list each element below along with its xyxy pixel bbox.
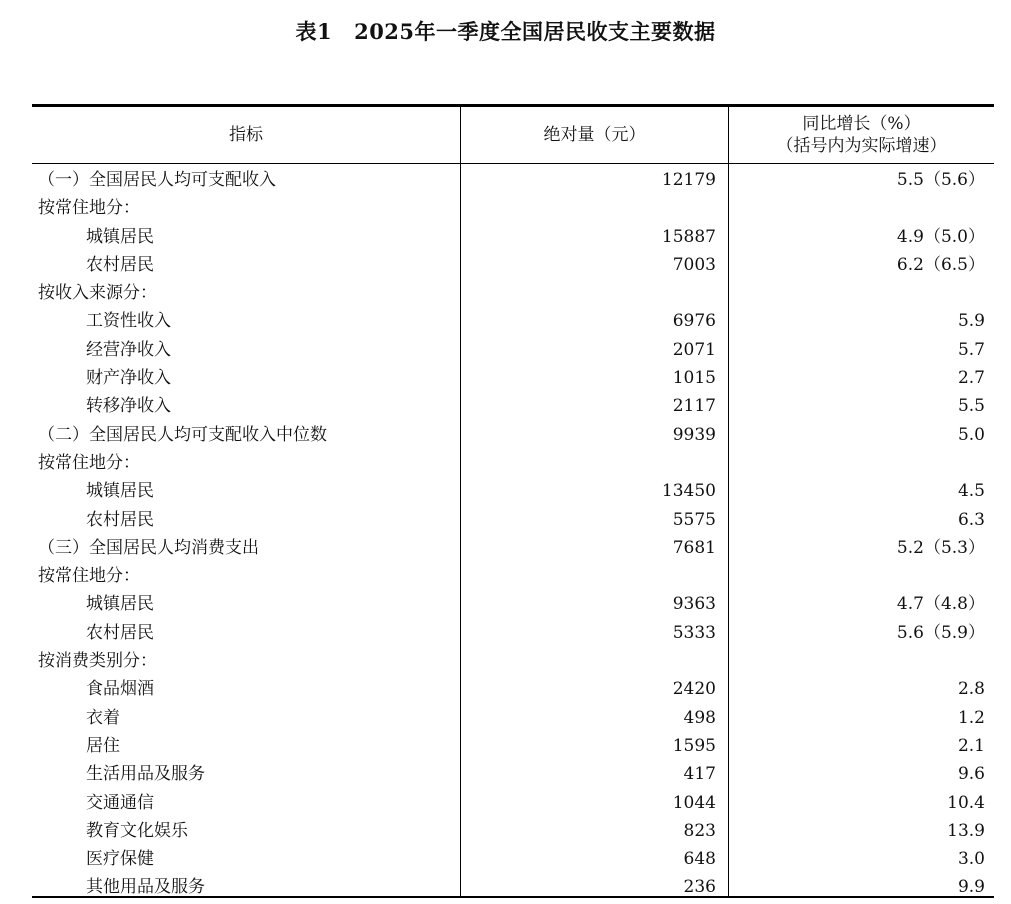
table-row: [32, 421, 994, 449]
row-value: 236: [683, 877, 716, 898]
row-label: 食品烟酒: [86, 679, 154, 700]
header-indicator: [32, 107, 460, 163]
row-growth: 4.9（5.0）: [896, 226, 985, 247]
row-growth: 10.4: [947, 792, 985, 813]
header-absolute-value-label: 绝对量（元）: [543, 125, 646, 145]
row-value: 498: [683, 707, 716, 728]
header-rule: [32, 163, 994, 164]
row-value: 5575: [672, 509, 716, 530]
row-label: 按收入来源分：: [38, 283, 157, 304]
row-value: 2071: [672, 339, 716, 360]
table-row: [32, 279, 994, 307]
row-value: 7681: [672, 537, 716, 558]
row-growth: 13.9: [947, 820, 985, 841]
row-value: 5333: [672, 622, 716, 643]
row-value: 1044: [672, 792, 716, 813]
row-label: （二）全国居民人均可支配收入中位数: [38, 424, 327, 445]
table-row: [32, 364, 994, 392]
row-growth: 6.3: [957, 509, 985, 530]
row-growth: 5.5（5.6）: [896, 170, 985, 190]
row-label: 按常住地分：: [38, 198, 140, 219]
row-value: 13450: [661, 481, 716, 502]
row-growth: 5.9: [957, 311, 985, 332]
table-row: [32, 675, 994, 703]
row-label: 衣着: [86, 707, 120, 728]
row-label: 城镇居民: [86, 226, 154, 247]
row-growth: 2.7: [957, 368, 985, 389]
row-value: 7003: [672, 254, 716, 275]
table-title-text: 2025年一季度全国居民收支主要数据: [354, 19, 716, 44]
table-row: [32, 732, 994, 760]
row-value: 6976: [672, 311, 716, 332]
table-row: [32, 704, 994, 732]
table-row: [32, 449, 994, 477]
table-row: [32, 562, 994, 590]
header-growth-label: 同比增长（%）: [802, 114, 921, 134]
row-label: （一）全国居民人均可支配收入: [38, 170, 276, 190]
row-growth: 4.7（4.8）: [896, 594, 985, 615]
row-label: 按消费类别分：: [38, 651, 157, 672]
row-label: 经营净收入: [86, 339, 171, 360]
row-label: 教育文化娱乐: [86, 820, 188, 841]
row-label: 财产净收入: [86, 368, 171, 389]
row-label: 城镇居民: [86, 594, 154, 615]
table-row: [32, 392, 994, 420]
table-row: [32, 307, 994, 335]
row-growth: 9.9: [957, 877, 985, 898]
row-growth: 5.7: [957, 339, 985, 360]
row-value: 9939: [672, 424, 716, 445]
row-value: 823: [683, 820, 716, 841]
row-growth: 9.6: [957, 764, 985, 785]
table-body: [32, 166, 994, 902]
table-row: [32, 251, 994, 279]
table-row: [32, 166, 994, 194]
table-row: [32, 817, 994, 845]
row-growth: 2.8: [957, 679, 985, 700]
row-label: 农村居民: [86, 622, 154, 643]
table-row: [32, 336, 994, 364]
row-value: 417: [683, 764, 716, 785]
table-row: [32, 619, 994, 647]
table-row: [32, 223, 994, 251]
row-value: 2420: [672, 679, 716, 700]
row-label: 按常住地分：: [38, 566, 140, 587]
row-label: 转移净收入: [86, 396, 171, 417]
table-number: 表1: [295, 19, 333, 44]
row-growth: 5.5: [957, 396, 985, 417]
row-label: 交通通信: [86, 792, 154, 813]
row-growth: 1.2: [957, 707, 985, 728]
row-label: 其他用品及服务: [86, 877, 205, 898]
row-value: 2117: [672, 396, 716, 417]
table-row: [32, 506, 994, 534]
row-growth: 5.6（5.9）: [896, 622, 985, 643]
row-label: 生活用品及服务: [86, 764, 205, 785]
table-row: [32, 647, 994, 675]
row-label: 医疗保健: [86, 849, 154, 870]
data-table: [32, 104, 994, 898]
table-row: [32, 534, 994, 562]
row-label: 工资性收入: [86, 311, 171, 332]
table-row: [32, 590, 994, 618]
row-value: 1595: [672, 735, 716, 756]
row-value: 12179: [661, 170, 716, 190]
table-row: [32, 789, 994, 817]
row-value: 15887: [661, 226, 716, 247]
row-label: （三）全国居民人均消费支出: [38, 537, 259, 558]
row-growth: 4.5: [957, 481, 985, 502]
row-label: 居住: [86, 735, 120, 756]
table-row: [32, 194, 994, 222]
header-indicator-label: 指标: [229, 125, 263, 145]
row-label: 农村居民: [86, 254, 154, 275]
header-growth: [729, 107, 994, 163]
row-label: 农村居民: [86, 509, 154, 530]
table-row: [32, 845, 994, 873]
row-growth: 2.1: [957, 735, 985, 756]
row-growth: 6.2（6.5）: [896, 254, 985, 275]
header-absolute-value: [461, 107, 728, 163]
row-growth: 5.2（5.3）: [896, 537, 985, 558]
row-growth: 5.0: [957, 424, 985, 445]
row-label: 城镇居民: [86, 481, 154, 502]
row-label: 按常住地分：: [38, 452, 140, 473]
row-value: 648: [683, 849, 716, 870]
table-row: [32, 477, 994, 505]
row-value: 1015: [672, 368, 716, 389]
row-value: 9363: [672, 594, 716, 615]
table-row: [32, 873, 994, 901]
table-row: [32, 760, 994, 788]
row-growth: 3.0: [957, 849, 985, 870]
header-growth-note: （括号内为实际增速）: [776, 136, 947, 156]
table-title: [0, 16, 1011, 46]
